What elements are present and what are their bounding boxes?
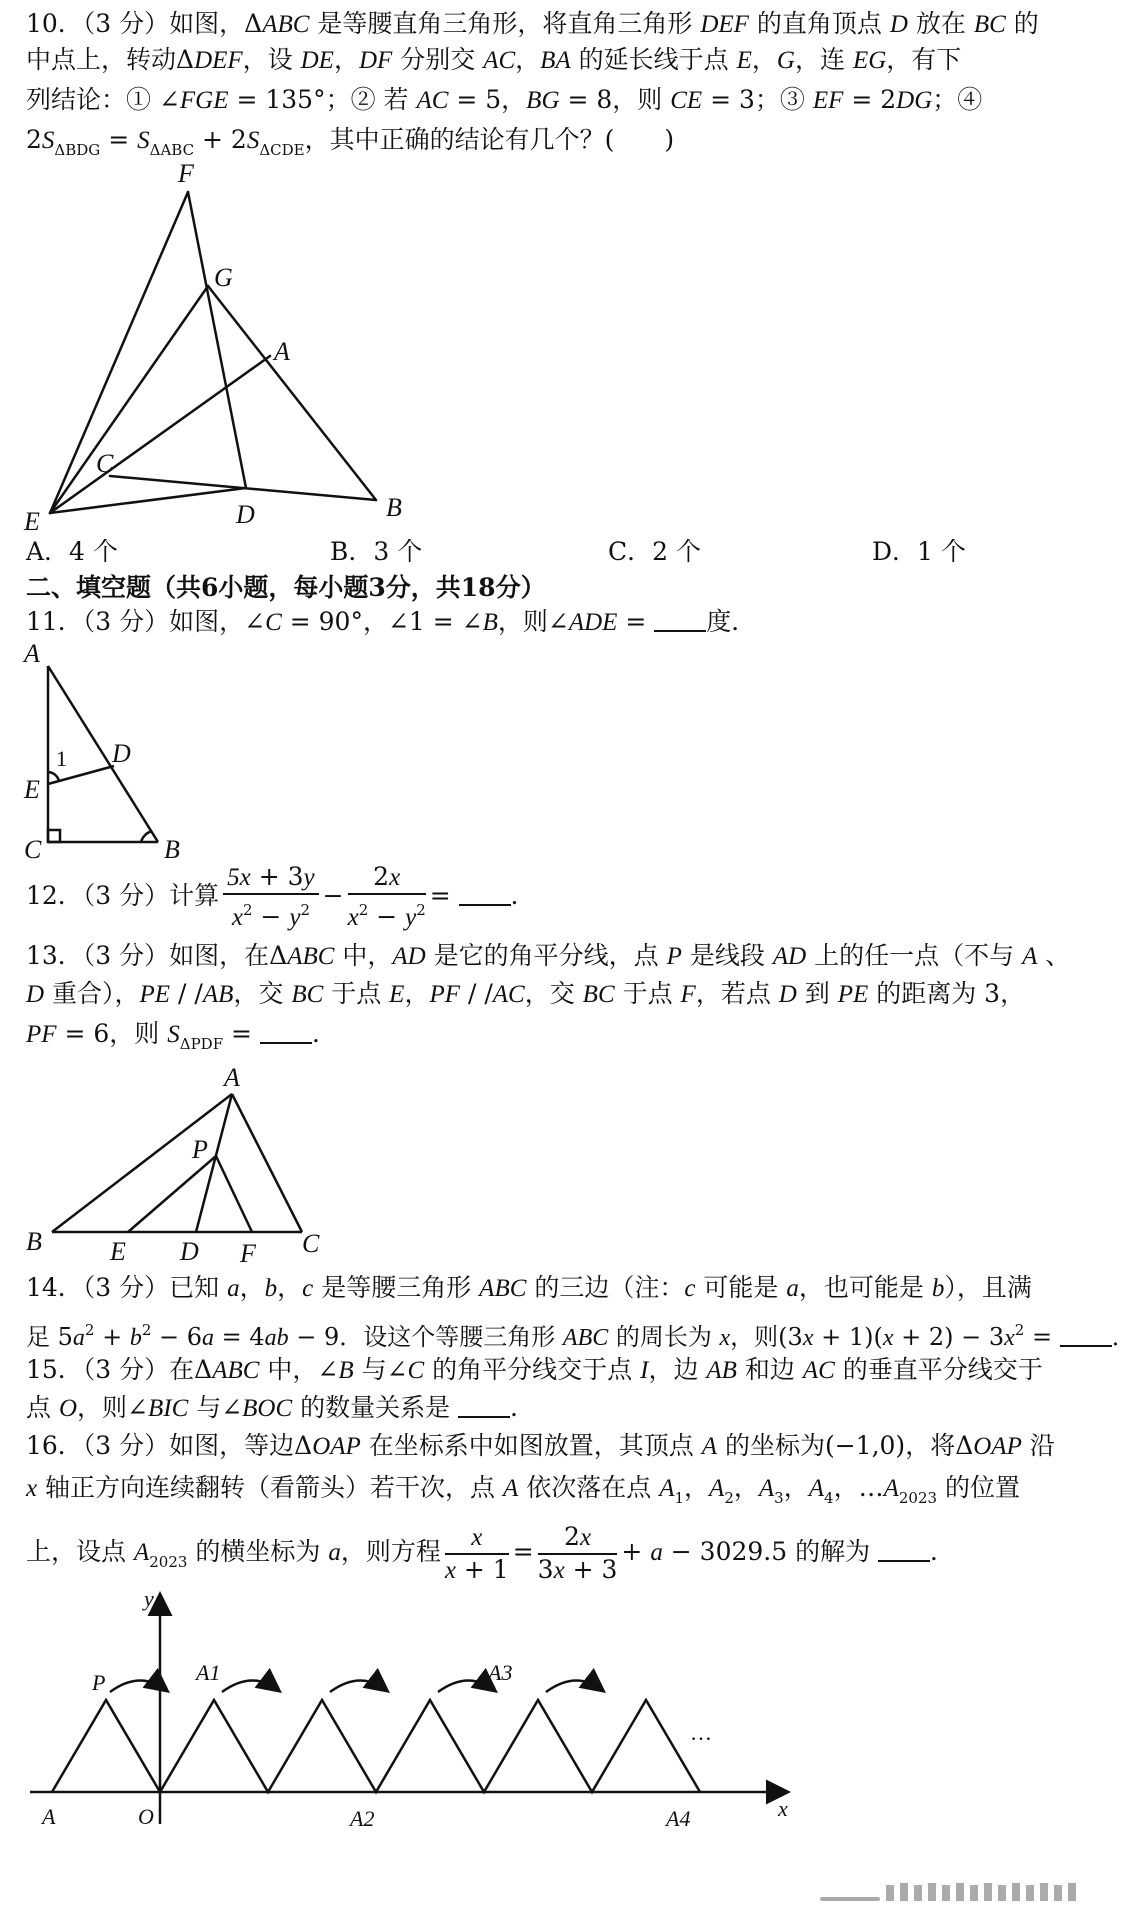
label-y: y <box>144 1586 154 1611</box>
q13-line-3: PF = 6，则 $S_{\Delta PDF}$ = ． <box>26 1019 337 1053</box>
flip-arrow-2 <box>222 1680 278 1692</box>
q11-figure <box>0 639 220 864</box>
label-angle-1: 1 <box>56 746 67 771</box>
q14-line-1: 14．（3 分）已知 a，b，c 是等腰三角形 ABC 的三边（注：c 可能是 a，也可能是 b），且满 <box>26 1273 1032 1302</box>
q12-text: 12．（3 分）计算 $\frac{5x + 3y}{x^2 - y^2}$ − $\frac{2x}{x^2 - y^2}$ = ． <box>26 862 536 931</box>
choice-b[interactable]: B．3 个 <box>330 537 423 566</box>
flip-arrow-5 <box>546 1680 602 1692</box>
q13-figure <box>0 1056 340 1266</box>
label-A: A <box>224 1063 240 1092</box>
choice-c[interactable]: C．2 个 <box>608 537 701 566</box>
flip-arrow-1 <box>110 1680 166 1692</box>
label-E: E <box>24 775 40 804</box>
choice-a[interactable]: A．4 个 <box>26 537 118 566</box>
label-B: B <box>26 1227 42 1256</box>
label-P: P <box>192 1135 208 1164</box>
label-F: F <box>178 159 194 188</box>
q16-line-1: 16．（3 分）如图，等边ΔOAP 在坐标系中如图放置，其顶点 A 的坐标为(−1,0)，将ΔOAP 沿 <box>26 1431 1055 1460</box>
label-D: D <box>180 1237 199 1266</box>
label-D: D <box>112 739 131 768</box>
label-A: A <box>42 1804 56 1829</box>
q11-text: 11．（3 分）如图，∠C = 90°，∠1 = ∠B，则∠ADE = 度． <box>26 607 757 636</box>
label-C: C <box>24 835 42 864</box>
q10-line-4: $2S_{\Delta BDG} = S_{\Delta ABC} + 2S_{\Delta CDE}$，其中正确的结论有几个？( ) <box>26 125 675 159</box>
q10-line-1: 10．（3 分）如图，ΔABC 是等腰直角三角形，将直角三角形 DEF 的直角顶点 D 放在 BC 的 <box>26 9 1039 38</box>
choice-d[interactable]: D．1 个 <box>872 537 966 566</box>
label-O: O <box>138 1804 154 1829</box>
watermark-logo <box>820 1879 1120 1909</box>
line-FD <box>188 192 246 488</box>
q16-line-3: 上，设点 $A_{2023}$ 的横坐标为 a，则方程 $\frac{x}{x + 1}$ = $\frac{2x}{3x + 3}$ + a − 3029.5 的解为 ． <box>26 1521 956 1584</box>
line-PE <box>128 1156 216 1232</box>
q10-line-3: 列结论：① ∠FGE = 135°；② 若 AC = 5，BG = 8，则 CE = 3；③ EF = 2DG；④ <box>26 85 983 114</box>
label-C: C <box>302 1229 320 1258</box>
line-PF <box>216 1156 252 1232</box>
label-G: G <box>214 263 233 292</box>
q10-figure <box>0 0 1142 540</box>
line-GB <box>208 286 376 500</box>
label-E: E <box>24 507 40 536</box>
label-A1: A1 <box>196 1660 221 1685</box>
right-angle-mark <box>48 830 60 842</box>
label-C: C <box>96 449 114 478</box>
q14-line-2: 足 $5a^2 + b^2 - 6a = 4ab - 9$．设这个等腰三角形 ABC 的周长为 x，则$(3x + 1)(x + 2) - 3x^2$ = ． <box>26 1321 1136 1351</box>
triangle-chain <box>52 1700 700 1792</box>
label-x: x <box>778 1796 788 1821</box>
label-B: B <box>164 835 180 864</box>
q13-line-2: D 重合），PE / /AB，交 BC 于点 E，PF / /AC，交 BC 于点 F，若点 D 到 PE 的距离为 3， <box>26 979 1026 1008</box>
q10-line-2: 中点上，转动ΔDEF，设 DE，DF 分别交 AC，BA 的延长线于点 E，G，连 EG，有下 <box>26 45 962 74</box>
flip-arrow-4 <box>438 1680 494 1692</box>
flip-arrow-3 <box>330 1680 386 1692</box>
label-B: B <box>386 493 402 522</box>
section-2-heading: 二、填空题（共6小题，每小题3分，共18分） <box>26 573 546 602</box>
line-CB <box>110 476 376 500</box>
label-E: E <box>110 1237 126 1266</box>
angle-B-arc <box>141 831 152 842</box>
q15-line-2: 点 O，则∠BIC 与∠BOC 的数量关系是 ． <box>26 1393 536 1422</box>
label-A: A <box>274 337 290 366</box>
label-A2: A2 <box>350 1806 375 1831</box>
q16-line-2: x 轴正方向连续翻转（看箭头）若干次，点 A 依次落在点 $A_1$，$A_2$，$A_3$，$A_4$，$\dots A_{2023}$ 的位置 <box>26 1473 1020 1507</box>
q15-line-1: 15．（3 分）在ΔABC 中，∠B 与∠C 的角平分线交于点 I，边 AB 和边 AC 的垂直平分线交于 <box>26 1355 1043 1384</box>
angle-1-arc <box>48 772 59 781</box>
label-A3: A3 <box>488 1660 513 1685</box>
label-F: F <box>240 1239 256 1268</box>
label-P: P <box>92 1670 106 1695</box>
label-A4: A4 <box>666 1806 691 1831</box>
q13-line-1: 13．（3 分）如图，在ΔABC 中，AD 是它的角平分线，点 P 是线段 AD 上的任一点（不与 A 、 <box>26 941 1071 970</box>
label-ellipsis: … <box>690 1720 712 1745</box>
label-D: D <box>236 500 255 529</box>
label-A: A <box>24 639 40 668</box>
q16-figure <box>0 1580 820 1840</box>
